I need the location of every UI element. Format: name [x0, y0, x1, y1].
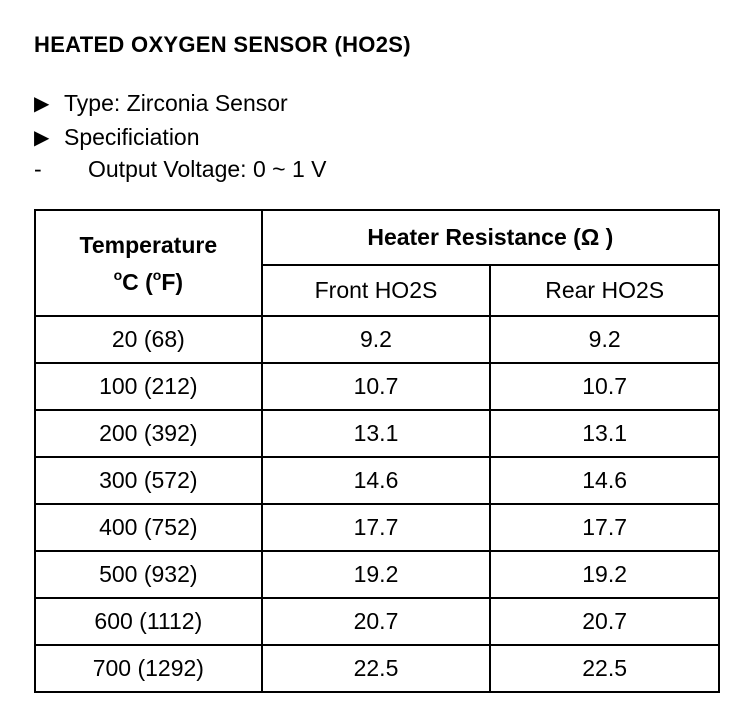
bullet-triangle-icon: ▶ [34, 93, 50, 115]
table-header-row [35, 210, 719, 265]
rear-resistance-cell: 22.5 [490, 645, 719, 692]
table-row [35, 457, 719, 504]
fahrenheit-label: F) [161, 268, 184, 295]
table-row [35, 410, 719, 457]
temperature-cell: 700 (1292) [35, 645, 262, 692]
front-resistance-cell: 14.6 [262, 457, 491, 504]
front-resistance-cell: 20.7 [262, 598, 491, 645]
front-resistance-cell: 19.2 [262, 551, 491, 598]
type-text: Type: Zirconia Sensor [64, 90, 288, 116]
temperature-header-label: Temperature [79, 231, 218, 258]
rear-resistance-cell: 10.7 [490, 363, 719, 410]
bullet-triangle-icon: ▶ [34, 127, 50, 149]
rear-resistance-cell: 20.7 [490, 598, 719, 645]
temperature-cell: 100 (212) [35, 363, 262, 410]
temperature-cell: 500 (932) [35, 551, 262, 598]
table-row [35, 598, 719, 645]
heater-resistance-header: Heater Resistance (Ω ) [262, 210, 719, 265]
temperature-cell: 600 (1112) [35, 598, 262, 645]
temperature-cell: 200 (392) [35, 410, 262, 457]
specification-line [34, 124, 200, 151]
front-ho2s-header: Front HO2S [262, 265, 491, 316]
page-title: HEATED OXYGEN SENSOR (HO2S) [34, 32, 411, 57]
temperature-cell: 20 (68) [35, 316, 262, 363]
table-row [35, 645, 719, 692]
front-resistance-cell: 10.7 [262, 363, 491, 410]
front-resistance-cell: 9.2 [262, 316, 491, 363]
front-resistance-cell: 13.1 [262, 410, 491, 457]
rear-resistance-cell: 13.1 [490, 410, 719, 457]
rear-ho2s-header: Rear HO2S [490, 265, 719, 316]
celsius-label: C ( [122, 268, 153, 295]
temperature-cell: 400 (752) [35, 504, 262, 551]
rear-resistance-cell: 14.6 [490, 457, 719, 504]
front-resistance-cell: 17.7 [262, 504, 491, 551]
table-row [35, 363, 719, 410]
table-row [35, 504, 719, 551]
type-line [34, 90, 288, 117]
heater-resistance-table [34, 209, 720, 693]
temperature-header [35, 210, 262, 316]
output-voltage-line [34, 156, 326, 183]
degree-symbol: o [152, 266, 162, 283]
rear-resistance-cell: 17.7 [490, 504, 719, 551]
specification-text: Specificiation [64, 124, 200, 150]
front-resistance-cell: 22.5 [262, 645, 491, 692]
rear-resistance-cell: 9.2 [490, 316, 719, 363]
degree-symbol: o [113, 266, 123, 283]
rear-resistance-cell: 19.2 [490, 551, 719, 598]
table-row [35, 316, 719, 363]
table-row [35, 551, 719, 598]
temperature-cell: 300 (572) [35, 457, 262, 504]
output-voltage-text: Output Voltage: 0 ~ 1 V [88, 156, 327, 182]
dash-marker: - [34, 156, 42, 182]
